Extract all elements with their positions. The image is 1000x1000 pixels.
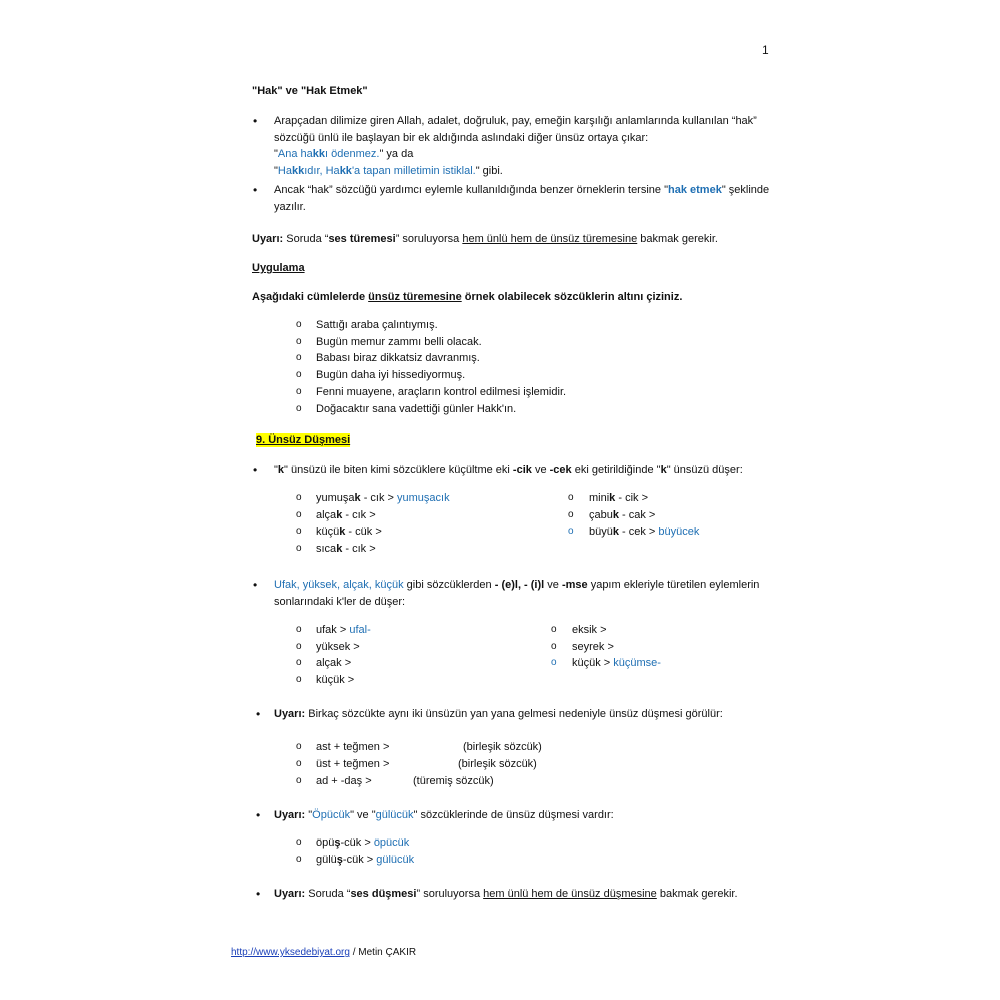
emphasis-text: k <box>339 526 346 538</box>
list-item: eksik > <box>572 624 607 636</box>
list-item <box>589 508 655 522</box>
text: bakmak gerekir. <box>656 888 738 900</box>
answer-text: küçümse- <box>613 657 661 669</box>
example-text: Ana ha <box>277 148 313 160</box>
text: - cik > <box>615 492 648 504</box>
text: Aşağıdaki cümlelerde <box>252 291 369 303</box>
list-item: küçük > <box>316 674 355 686</box>
example-text: 'a tapan milletimin istiklal. <box>351 165 476 177</box>
text: " şeklinde <box>721 184 770 196</box>
circle-bullet-icon: o <box>296 758 302 769</box>
bullet-icon: • <box>256 707 261 721</box>
note-text: (birleşik sözcük) <box>458 758 537 770</box>
circle-bullet-icon: o <box>296 543 302 554</box>
warning-line <box>274 707 723 721</box>
paragraph-line: Arapçadan dilimize giren Allah, adalet, doğruluk, pay, emeğin karşılığı anlamlarında kullanılan “hak” <box>274 115 757 127</box>
list-item <box>316 525 382 539</box>
circle-bullet-icon: o <box>296 319 302 330</box>
circle-bullet-icon: o <box>296 775 302 786</box>
text: " <box>305 809 313 821</box>
text: büyü <box>589 526 613 538</box>
circle-bullet-icon: o <box>296 369 302 380</box>
emphasis-text: k <box>612 509 619 521</box>
emphasis-text: -cek <box>549 464 572 476</box>
text: mini <box>589 492 610 504</box>
underlined-text: hem ünlü hem de ünsüz düşmesine <box>483 888 657 900</box>
circle-bullet-icon: o <box>296 492 302 503</box>
circle-bullet-icon: o <box>296 352 302 363</box>
example-emphasis: kk <box>339 165 352 177</box>
text: yumuşa <box>316 492 355 504</box>
text: ve <box>544 579 562 591</box>
emphasis-text: - (e)l, - (i)l <box>494 579 545 591</box>
text: küçük > <box>572 657 614 669</box>
text: - cek > <box>618 526 659 538</box>
list-item: yüksek > <box>316 641 360 653</box>
circle-bullet-icon: o <box>296 641 302 652</box>
text: " gibi. <box>475 165 503 177</box>
list-item <box>589 491 648 505</box>
circle-bullet-icon: o <box>568 526 574 537</box>
circle-bullet-icon: o <box>296 526 302 537</box>
text: Soruda “ <box>305 888 351 900</box>
warning-ses-turemesi <box>252 232 718 246</box>
circle-bullet-icon: o <box>568 492 574 503</box>
section-heading: Uygulama <box>252 262 305 274</box>
list-item: ast + teğmen > <box>316 741 390 753</box>
paragraph-line <box>274 578 759 592</box>
circle-bullet-icon: o <box>296 657 302 668</box>
paragraph-line: sonlarındaki k'ler de düşer: <box>274 596 406 608</box>
warning-ses-dusmesi <box>274 887 738 901</box>
answer-text: öpücük <box>373 837 410 849</box>
bullet-icon: • <box>253 463 258 477</box>
bullet-icon: • <box>256 887 261 901</box>
emphasis-text: ş <box>334 837 341 849</box>
text: ” soruluyorsa <box>395 233 463 245</box>
list-item <box>316 491 450 505</box>
example-text: Öpücük <box>312 809 351 821</box>
bullet-icon: • <box>253 578 258 592</box>
text: " ya da <box>379 148 414 160</box>
emphasis-text: k <box>609 492 616 504</box>
circle-bullet-icon: o <box>296 386 302 397</box>
list-item <box>316 542 376 556</box>
page-number: 1 <box>762 43 769 57</box>
text: gibi sözcüklerden <box>403 579 495 591</box>
list-item <box>316 508 376 522</box>
example-line <box>274 164 503 178</box>
circle-bullet-icon: o <box>568 509 574 520</box>
text: örnek olabilecek sözcüklerin altını çiziniz. <box>461 291 683 303</box>
circle-bullet-icon: o <box>551 641 557 652</box>
text: " <box>274 165 278 177</box>
emphasis-text: -mse <box>561 579 588 591</box>
text: çabu <box>589 509 613 521</box>
list-item: seyrek > <box>572 641 614 653</box>
circle-bullet-icon: o <box>296 336 302 347</box>
circle-bullet-icon: o <box>296 837 302 848</box>
section-title: 9. Ünsüz Düşmesi <box>256 434 351 446</box>
instruction <box>252 290 682 304</box>
text: " <box>274 148 278 160</box>
bullet-icon: • <box>253 183 258 197</box>
circle-bullet-icon: o <box>296 403 302 414</box>
answer-text: gülücük <box>376 854 415 866</box>
list-item: alçak > <box>316 657 352 669</box>
list-item: Babası biraz dikkatsiz davranmış. <box>316 352 480 364</box>
list-item: Sattığı araba çalıntıymış. <box>316 319 438 331</box>
text: - cık > <box>342 509 376 521</box>
text: - cak > <box>618 509 656 521</box>
list-item: Fenni muayene, araçların kontrol edilmesi işlemidir. <box>316 386 567 398</box>
list-item: üst + teğmen > <box>316 758 390 770</box>
text: " <box>274 464 278 476</box>
emphasis-text: k <box>612 526 619 538</box>
example-emphasis: kk <box>312 148 326 160</box>
answer-text: büyücek <box>658 526 700 538</box>
warning-label: Uyarı: <box>274 809 306 821</box>
text: ” soruluyorsa <box>416 888 484 900</box>
text: ufak > <box>316 624 350 636</box>
circle-bullet-icon: o <box>296 674 302 685</box>
text: - cık > <box>342 543 376 555</box>
circle-bullet-icon: o <box>551 624 557 635</box>
example-line <box>274 147 413 161</box>
emphasis-text: k <box>336 509 343 521</box>
warning-label: Uyarı: <box>274 708 306 720</box>
bullet-icon: • <box>256 808 261 822</box>
circle-bullet-icon: o <box>296 741 302 752</box>
page-title: "Hak" ve "Hak Etmek" <box>252 85 368 97</box>
list-item: Bugün memur zammı belli olacak. <box>316 336 482 348</box>
text: Soruda “ <box>283 233 329 245</box>
text: ve <box>531 464 550 476</box>
list-item: Bugün daha iyi hissediyormuş. <box>316 369 466 381</box>
text: eki getirildiğinde " <box>571 464 661 476</box>
text: bakmak gerekir. <box>637 233 718 245</box>
text: " ve " <box>350 809 376 821</box>
example-text: ı ödenmez. <box>325 148 380 160</box>
note-text: (birleşik sözcük) <box>463 741 542 753</box>
list-item <box>589 525 699 539</box>
text: yapım ekleriyle türetilen eylemlerin <box>587 579 760 591</box>
underlined-text: ünsüz türemesine <box>368 291 462 303</box>
example-text: ıdır, Ha <box>304 165 340 177</box>
footer <box>231 946 416 960</box>
text: alça <box>316 509 337 521</box>
website-link[interactable]: http://www.yksedebiyat.org <box>231 947 350 958</box>
text: - cık > <box>360 492 398 504</box>
emphasis-text: k <box>277 464 285 476</box>
warning-label: Uyarı: <box>274 888 306 900</box>
emphasis-text: -cik <box>512 464 532 476</box>
emphasis-text: ş <box>336 854 343 866</box>
circle-bullet-icon: o <box>296 854 302 865</box>
list-item: Doğacaktır sana vadettiği günler Hakk'ın. <box>316 403 517 415</box>
paragraph-line: yazılır. <box>274 201 306 213</box>
text: küçü <box>316 526 340 538</box>
text: - cük > <box>345 526 382 538</box>
circle-bullet-icon: o <box>296 509 302 520</box>
author-text: / Metin ÇAKIR <box>349 947 417 958</box>
note-text: (türemiş sözcük) <box>413 775 494 787</box>
list-item <box>316 853 414 867</box>
example-emphasis: kk <box>291 165 305 177</box>
list-item <box>572 656 661 670</box>
text: gülü <box>316 854 337 866</box>
list-item: ad + -daş > <box>316 775 372 787</box>
text: öpü <box>316 837 335 849</box>
text: " ünsüzü ile biten kimi sözcüklere küçültme eki <box>284 464 513 476</box>
answer-text: ufal- <box>349 624 371 636</box>
text: sıca <box>316 543 337 555</box>
emphasis-text: ses türemesi <box>328 233 396 245</box>
emphasis-text: k <box>660 464 667 476</box>
text: Birkaç sözcükte aynı iki ünsüzün yan yana gelmesi nedeniyle ünsüz düşmesi görülür: <box>305 708 723 720</box>
circle-bullet-icon: o <box>551 657 557 668</box>
underlined-text: hem ünlü hem de ünsüz türemesine <box>462 233 638 245</box>
bullet-icon: • <box>253 114 258 128</box>
list-item <box>316 836 409 850</box>
emphasis-text: k <box>354 492 361 504</box>
emphasis-text: ses düşmesi <box>350 888 417 900</box>
emphasis-text: hak etmek <box>668 184 722 196</box>
example-text: Ha <box>277 165 292 177</box>
example-text: gülücük <box>375 809 414 821</box>
answer-text: yumuşacık <box>397 492 450 504</box>
text: Ancak “hak” sözcüğü yardımcı eylemle kullanıldığında benzer örneklerin tersine " <box>274 184 668 196</box>
emphasis-text: k <box>336 543 343 555</box>
paragraph-line <box>274 183 769 197</box>
circle-bullet-icon: o <box>296 624 302 635</box>
text: " ünsüzü düşer: <box>666 464 743 476</box>
example-text: Ufak, yüksek, alçak, küçük <box>274 579 404 591</box>
paragraph-line: sözcüğü ünlü ile başlayan bir ek aldığında aslındaki diğer ünsüz ortaya çıkar: <box>274 132 649 144</box>
warning-label: Uyarı: <box>252 233 284 245</box>
warning-line <box>274 808 614 822</box>
text: -cük > <box>340 837 374 849</box>
text: " sözcüklerinde de ünsüz düşmesi vardır: <box>413 809 614 821</box>
paragraph-line <box>274 463 743 477</box>
text: -cük > <box>342 854 377 866</box>
list-item <box>316 623 371 637</box>
